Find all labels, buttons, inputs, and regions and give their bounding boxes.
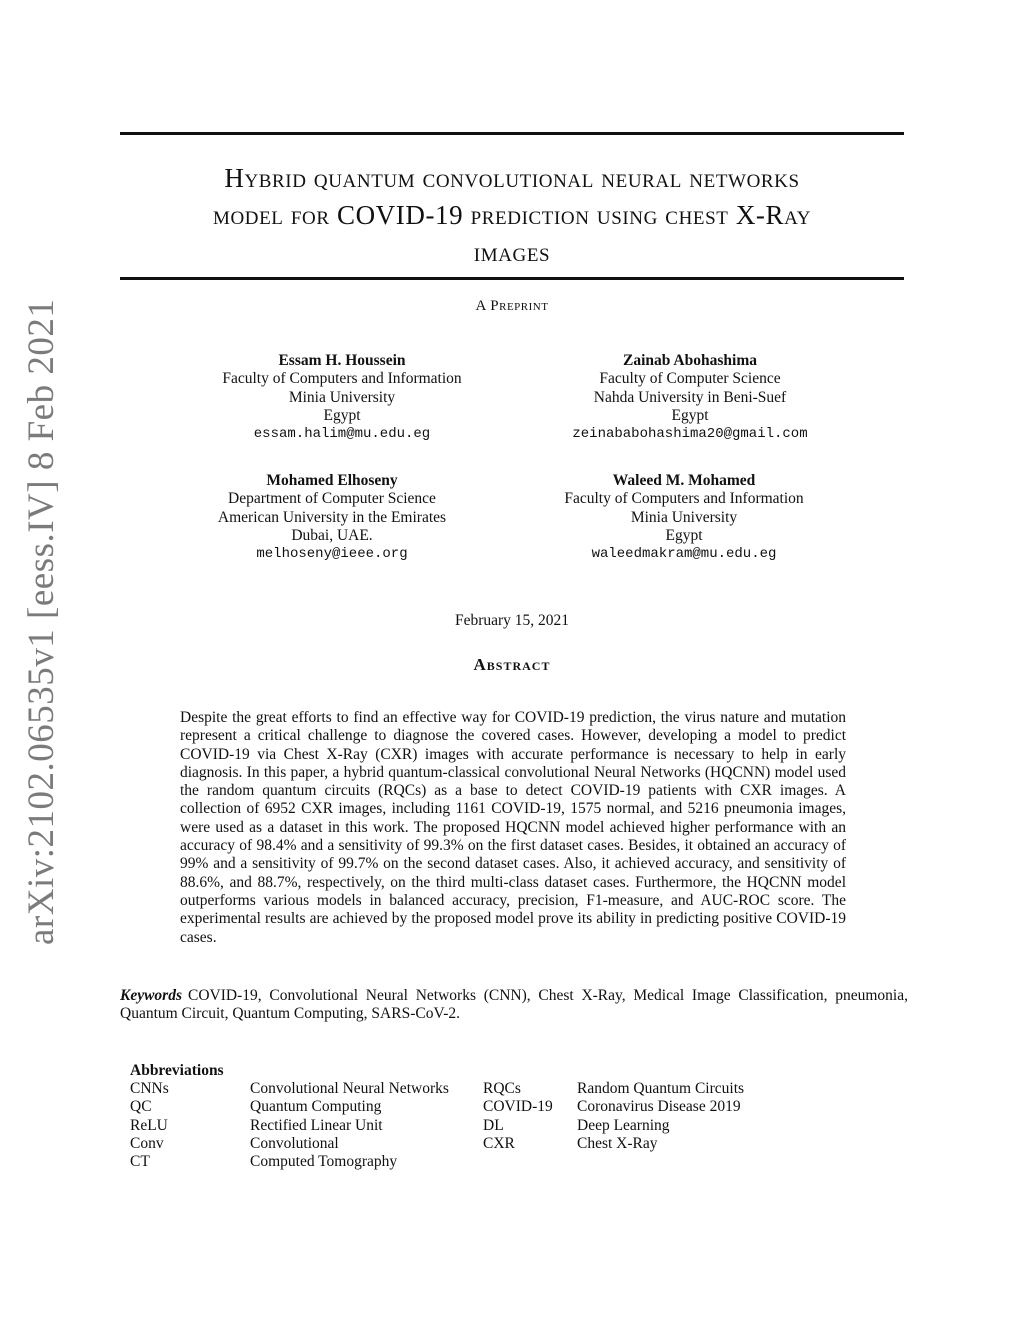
author-name: Mohamed Elhoseny: [266, 472, 398, 489]
author-country: Egypt: [665, 526, 703, 544]
abbreviation-term: Conv: [130, 1134, 164, 1152]
abbreviations-title: Abbreviations: [130, 1062, 224, 1079]
abbreviation-term: DL: [483, 1116, 504, 1134]
author-affiliation: Faculty of Computer Science: [599, 370, 781, 388]
author-affiliation: Faculty of Computers and Information: [222, 370, 462, 388]
author-email[interactable]: zeinababohashima20@gmail.com: [572, 426, 808, 443]
author-email[interactable]: melhoseny@ieee.org: [256, 546, 408, 563]
abbreviation-term: CT: [130, 1153, 150, 1171]
author-block: [514, 472, 854, 563]
abbreviation-term: CNNs: [130, 1080, 169, 1097]
abbreviation-definition: Deep Learning: [577, 1116, 670, 1134]
abbreviation-term: ReLU: [130, 1116, 168, 1134]
keywords-text: COVID-19, Convolutional Neural Networks (CNN), Chest X-Ray, Medical Image Classification, pneumonia, Quantum Circuit, Quantum Computing, SARS-CoV-2.: [120, 987, 908, 1023]
abbreviation-definition: Rectified Linear Unit: [250, 1116, 383, 1134]
abbreviation-term: CXR: [483, 1134, 515, 1152]
abbreviation-definition: Convolutional Neural Networks: [250, 1080, 449, 1097]
abstract-heading: Abstract: [473, 655, 551, 674]
author-block: [162, 472, 502, 563]
title-line-3: images: [473, 237, 551, 267]
author-block: [172, 352, 512, 443]
abbreviation-definition: Random Quantum Circuits: [577, 1080, 745, 1097]
author-institution: Minia University: [288, 388, 396, 406]
author-country: Dubai, UAE.: [291, 526, 373, 544]
paper-title: [120, 160, 904, 271]
abbreviation-definition: Coronavirus Disease 2019: [577, 1098, 741, 1116]
keywords-label: Keywords: [120, 987, 182, 1004]
paper-date: February 15, 2021: [454, 612, 570, 629]
abbreviation-definition: Quantum Computing: [250, 1098, 382, 1116]
title-bottom-rule: [120, 277, 904, 280]
author-institution: American University in the Emirates: [217, 508, 447, 526]
author-country: Egypt: [323, 406, 361, 424]
abbreviation-definition: Computed Tomography: [250, 1153, 398, 1171]
preprint-label: A Preprint: [475, 298, 549, 314]
author-institution: Nahda University in Beni-Suef: [593, 388, 787, 406]
author-email[interactable]: essam.halim@mu.edu.eg: [253, 426, 431, 443]
abbreviations-right-terms: [483, 1080, 553, 1153]
abbreviation-term: COVID-19: [483, 1098, 553, 1116]
author-name: Waleed M. Mohamed: [612, 472, 756, 489]
author-affiliation: Faculty of Computers and Information: [564, 490, 804, 508]
abbreviation-term: RQCs: [483, 1080, 521, 1097]
abbreviations-left-definitions: [250, 1080, 449, 1171]
keywords-paragraph: [120, 987, 908, 1024]
arxiv-identifier-stamp: arXiv:2102.06535v1 [eess.IV] 8 Feb 2021: [21, 298, 62, 945]
abbreviation-term: QC: [130, 1098, 152, 1116]
author-email[interactable]: waleedmakram@mu.edu.eg: [591, 546, 777, 563]
abstract-text: Despite the great efforts to find an effective way for COVID-19 prediction, the virus nature and mutation represent a critical challenge to diagnose the covered cases. However, developing a model to predict COVID-19 via Chest X-Ray (CXR) images with accurate performance is necessary to help in early diagnosis. In this paper, a hybrid quantum-classical convolutional Neural Networks (HQCNN) model used the random quantum circuits (RQCs) as a base to detect COVID-19 patients with CXR images. A collection of 6952 CXR images, including 1161 COVID-19, 1575 normal, and 5216 pneumonia images, were used as a dataset in this work. The proposed HQCNN model achieved higher performance with an accuracy of 98.4% and a sensitivity of 99.3% on the first dataset cases. Besides, it obtained an accuracy of 99% and a sensitivity of 99.7% on the second dataset cases. Also, it achieved accuracy, and sensitivity of 88.6%, and 88.7%, respectively, on the third multi-class dataset cases. Furthermore, the HQCNN model outperforms various models in balanced accuracy, precision, F1-measure, and AUC-ROC score. The experimental results are achieved by the proposed model prove its ability in predicting positive COVID-19 cases.: [180, 709, 846, 946]
title-top-rule: [120, 132, 904, 135]
author-block: [520, 352, 860, 443]
author-institution: Minia University: [630, 508, 738, 526]
author-name: Essam H. Houssein: [278, 352, 406, 369]
abbreviation-definition: Convolutional: [250, 1134, 339, 1152]
author-name: Zainab Abohashima: [623, 352, 757, 369]
author-affiliation: Department of Computer Science: [228, 490, 436, 508]
abbreviation-definition: Chest X-Ray: [577, 1134, 658, 1152]
title-line-1: Hybrid quantum convolutional neural networks: [224, 163, 800, 193]
author-country: Egypt: [671, 406, 709, 424]
abbreviations-right-definitions: [577, 1080, 744, 1153]
title-line-2: model for COVID-19 prediction using chest X-Ray: [212, 200, 812, 230]
abbreviations-left-terms: [130, 1080, 169, 1171]
